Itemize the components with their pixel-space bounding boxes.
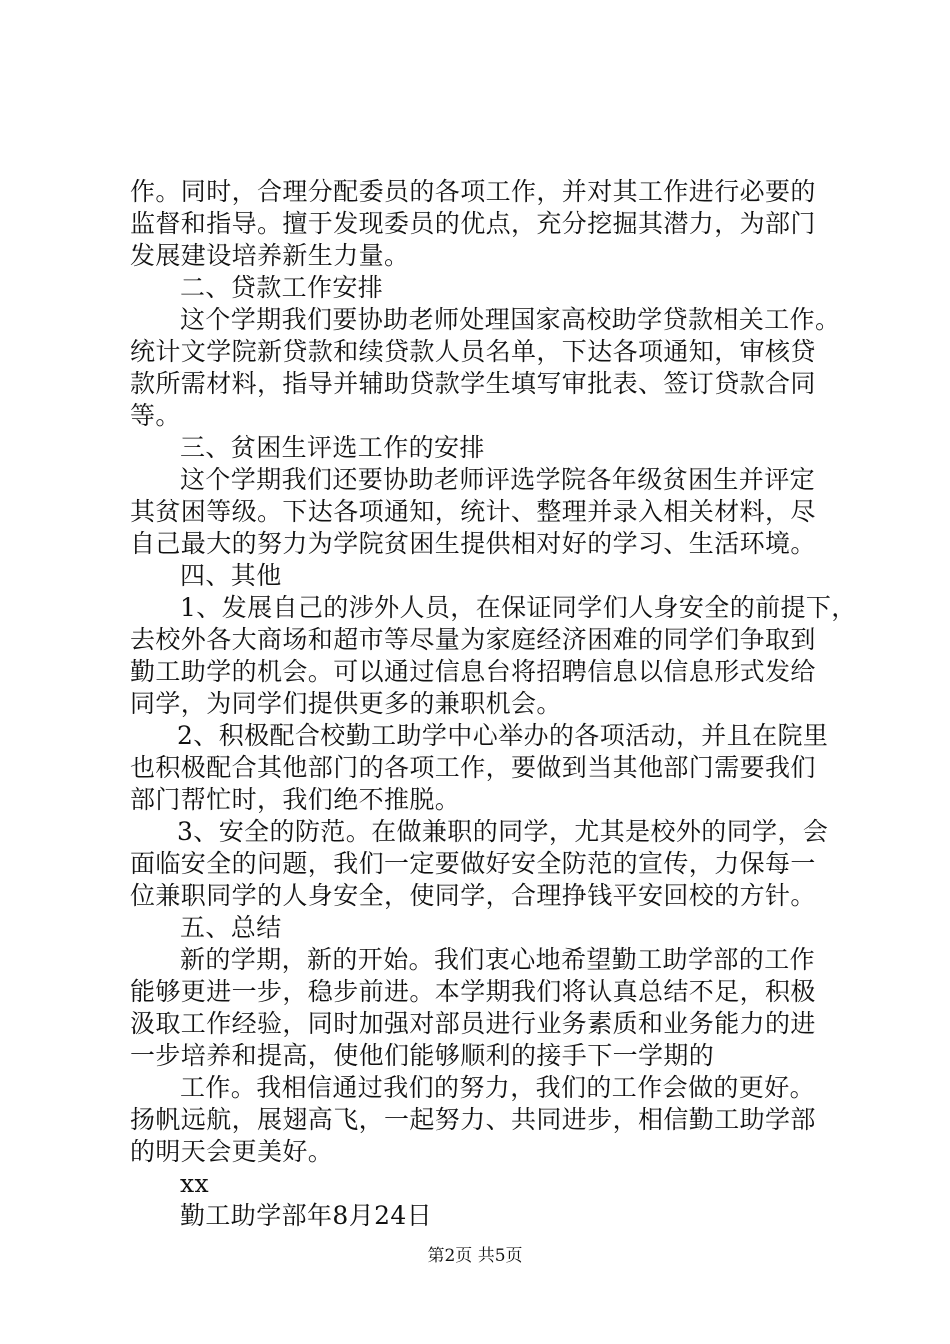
signature-date: 勤工助学部年8月24日 — [180, 1201, 433, 1230]
body-text-line: 的明天会更美好。 — [130, 1137, 334, 1166]
body-text-line: 等。 — [130, 401, 181, 430]
body-text-line: 也积极配合其他部门的各项工作，要做到当其他部门需要我们 — [130, 753, 816, 782]
body-text-line: 统计文学院新贷款和续贷款人员名单，下达各项通知，审核贷 — [130, 337, 816, 366]
body-text-line: 款所需材料，指导并辅助贷款学生填写审批表、签订贷款合同 — [130, 369, 816, 398]
body-text-line: 2、积极配合校勤工助学中心举办的各项活动，并且在院里 — [177, 721, 829, 750]
section-heading: 三、贫困生评选工作的安排 — [180, 433, 485, 462]
section-heading: 五、总结 — [180, 913, 282, 942]
body-text-line: 勤工助学的机会。可以通过信息台将招聘信息以信息形式发给 — [130, 657, 816, 686]
body-text-line: 扬帆远航，展翅高飞，一起努力、共同进步，相信勤工助学部 — [130, 1105, 816, 1134]
body-text-line: 监督和指导。擅于发现委员的优点，充分挖掘其潜力，为部门 — [130, 209, 816, 238]
signature-name: xx — [180, 1169, 209, 1198]
page-number-footer: 第2页 共5页 — [427, 1246, 523, 1266]
body-text-line: 部门帮忙时，我们绝不推脱。 — [130, 785, 461, 814]
body-text-line: 3、安全的防范。在做兼职的同学，尤其是校外的同学，会 — [177, 817, 829, 846]
body-text-line: 发展建设培养新生力量。 — [130, 241, 410, 270]
body-text-line: 面临安全的问题，我们一定要做好安全防范的宣传，力保每一 — [130, 849, 816, 878]
body-text-line: 这个学期我们还要协助老师评选学院各年级贫困生并评定 — [180, 465, 816, 494]
body-text-line: 新的学期，新的开始。我们衷心地希望勤工助学部的工作 — [180, 945, 816, 974]
body-text-line: 1、发展自己的涉外人员，在保证同学们人身安全的前提下， — [180, 593, 857, 622]
body-text-line: 作。同时，合理分配委员的各项工作，并对其工作进行必要的 — [130, 177, 816, 206]
section-heading: 二、贷款工作安排 — [180, 273, 384, 302]
body-text-line: 能够更进一步，稳步前进。本学期我们将认真总结不足，积极 — [130, 977, 816, 1006]
body-text-line: 汲取工作经验，同时加强对部员进行业务素质和业务能力的进 — [130, 1009, 816, 1038]
body-text-line: 一步培养和提高，使他们能够顺利的接手下一学期的 — [130, 1041, 715, 1070]
body-text-line: 其贫困等级。下达各项通知，统计、整理并录入相关材料，尽 — [130, 497, 816, 526]
body-text-line: 自己最大的努力为学院贫困生提供相对好的学习、生活环境。 — [130, 529, 816, 558]
body-text-line: 这个学期我们要协助老师处理国家高校助学贷款相关工作。 — [180, 305, 841, 334]
body-text-line: 工作。我相信通过我们的努力，我们的工作会做的更好。 — [180, 1073, 816, 1102]
body-text-line: 同学，为同学们提供更多的兼职机会。 — [130, 689, 562, 718]
body-text-line: 位兼职同学的人身安全，使同学，合理挣钱平安回校的方针。 — [130, 881, 816, 910]
section-heading: 四、其他 — [180, 561, 282, 590]
body-text-line: 去校外各大商场和超市等尽量为家庭经济困难的同学们争取到 — [130, 625, 816, 654]
